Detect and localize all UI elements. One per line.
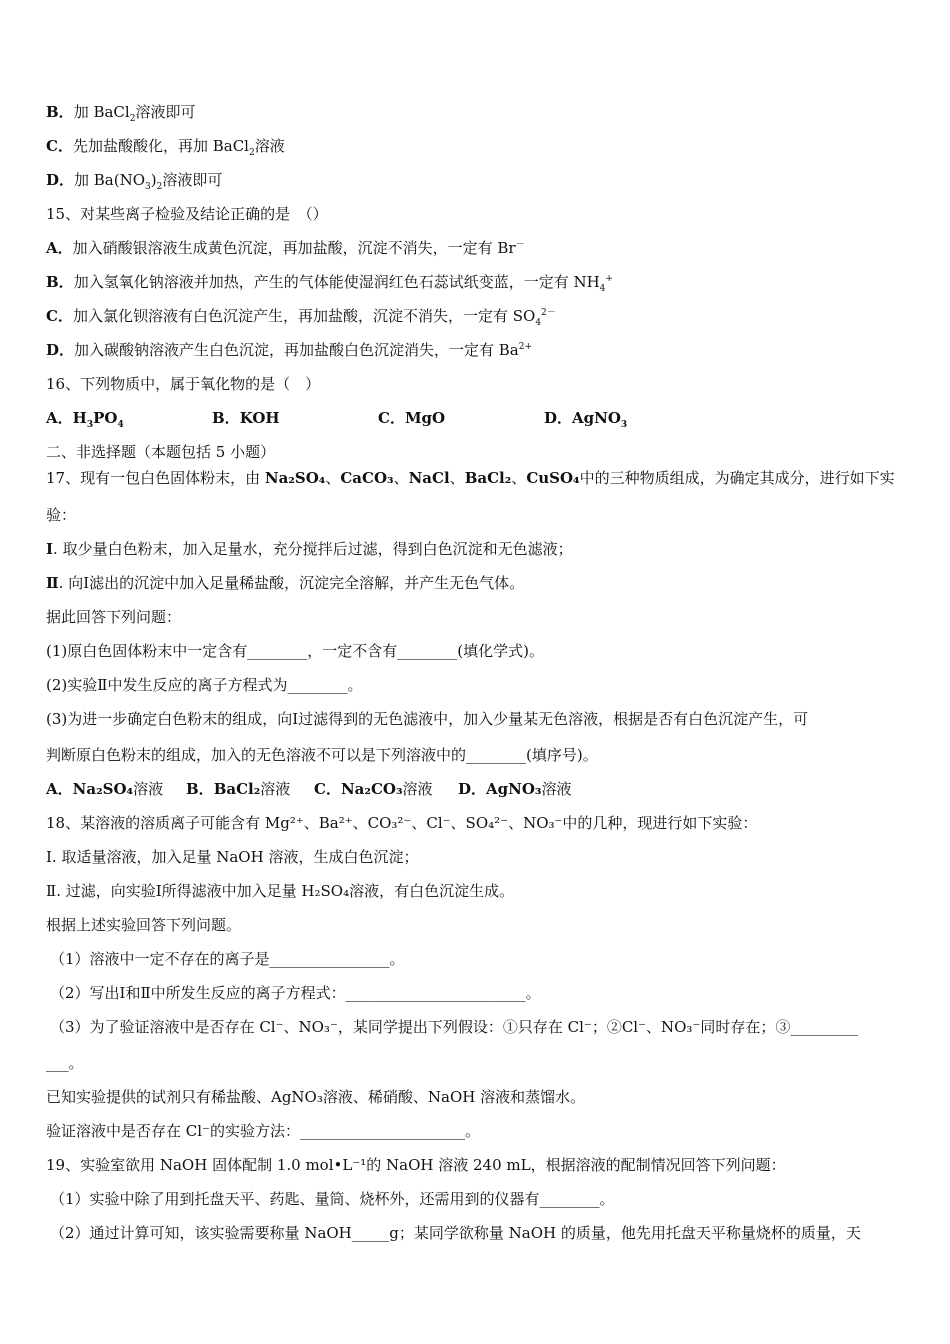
q18-part-1: （1）溶液中一定不存在的离子是________________。 [50,950,405,968]
q15-stem: 15、对某些离子检验及结论正确的是 （） [46,205,328,223]
q15-option-d: D．加入碳酸钠溶液产生白色沉淀，再加盐酸白色沉淀消失，一定有 $Ba^{2+}$ [46,341,533,359]
q17-stem-line2: 验： [46,506,77,524]
q16-stem: 16、下列物质中，属于氧化物的是（ ） [46,375,321,393]
q17-stem-line1: 17、现有一包白色固体粉末，由 Na₂SO₄、CaCO₃、NaCl、BaCl₂、CuSO₄中的三种物质组成，为确定其成分，进行如下实 [46,469,895,487]
q14-option-b: B．加 BaCl$_2$溶液即可 [46,103,196,124]
q15-option-b: B．加入氢氧化钠溶液并加热，产生的气体能使湿润红色石蕊试纸变蓝，一定有 $NH_4^+$ [46,273,613,294]
q18-step-1: Ⅰ. 取适量溶液，加入足量 NaOH 溶液，生成白色沉淀； [46,848,419,866]
q14-option-c: C．先加盐酸酸化，再加 BaCl$_2$溶液 [46,137,285,158]
q16-option-c: C．MgO [378,409,446,427]
q18-method: 验证溶液中是否存在 Cl⁻的实验方法：______________________。 [46,1122,480,1140]
q17-part-2: (2)实验Ⅱ中发生反应的离子方程式为________。 [46,676,363,694]
q18-reagents: 已知实验提供的试剂只有稀盐酸、AgNO₃溶液、稀硝酸、NaOH 溶液和蒸馏水。 [46,1088,586,1106]
q17-option-b: B．BaCl₂溶液 [186,780,291,798]
q15-option-c: C．加入氯化钡溶液有白色沉淀产生，再加盐酸，沉淀不消失，一定有 $SO_4^{2-}$ [46,307,556,328]
q17-part-3-line1: (3)为进一步确定白色粉末的组成，向Ⅰ过滤得到的无色滤液中，加入少量某无色溶液，根据是否有白色沉淀产生，可 [46,710,809,728]
q16-option-d: D．AgNO$_3$ [544,409,628,430]
q17-option-a: A．Na₂SO₄溶液 [46,780,164,798]
q17-option-d: D．AgNO₃溶液 [458,780,572,798]
q19-stem: 19、实验室欲用 NaOH 固体配制 1.0 mol•L⁻¹的 NaOH 溶液 240 mL，根据溶液的配制情况回答下列问题： [46,1156,786,1174]
q18-part-3-line1: （3）为了验证溶液中是否存在 Cl⁻、NO₃⁻，某同学提出下列假设：①只存在 Cl⁻；②Cl⁻、NO₃⁻同时存在；③_________ [50,1018,858,1036]
q16-options [46,408,908,428]
q17-part-1: (1)原白色固体粉末中一定含有________，一定不含有________(填化学式)。 [46,642,544,660]
q17-step-1: Ⅰ. 取少量白色粉末，加入足量水，充分搅拌后过滤，得到白色沉淀和无色滤液； [46,540,573,558]
q14-option-d: D．加 $Ba(NO_3)_2$溶液即可 [46,171,223,192]
q19-part-2: （2）通过计算可知，该实验需要称量 NaOH_____g；某同学欲称量 NaOH 的质量，他先用托盘天平称量烧杯的质量，天 [50,1224,861,1242]
q17-step-2: Ⅱ. 向Ⅰ滤出的沉淀中加入足量稀盐酸，沉淀完全溶解，并产生无色气体。 [46,574,525,592]
q18-intro: 根据上述实验回答下列问题。 [46,916,242,934]
q18-step-2: Ⅱ. 过滤，向实验Ⅰ所得滤液中加入足量 H₂SO₄溶液，有白色沉淀生成。 [46,882,515,900]
q18-stem: 18、某溶液的溶质离子可能含有 Mg²⁺、Ba²⁺、CO₃²⁻、Cl⁻、SO₄²⁻、NO₃⁻中的几种，现进行如下实验： [46,814,758,832]
q17-answer-intro: 据此回答下列问题： [46,608,182,626]
q17-options [46,779,908,799]
q17-part-3-line2: 判断原白色粉末的组成，加入的无色溶液不可以是下列溶液中的________(填序号)。 [46,746,598,764]
section-heading: 二、非选择题（本题包括 5 小题） [46,443,276,461]
q18-part-3-line2: ___。 [46,1054,84,1072]
q18-part-2: （2）写出Ⅰ和Ⅱ中所发生反应的离子方程式：________________________。 [50,984,541,1002]
q17-option-c: C．Na₂CO₃溶液 [314,780,433,798]
q15-option-a: A．加入硝酸银溶液生成黄色沉淀，再加盐酸，沉淀不消失，一定有 Br－ [46,239,525,257]
q19-part-1: （1）实验中除了用到托盘天平、药匙、量筒、烧杯外，还需用到的仪器有________。 [50,1190,615,1208]
q16-option-a: A．$H_3PO_4$ [46,409,124,430]
q16-option-b: B．KOH [212,409,280,427]
